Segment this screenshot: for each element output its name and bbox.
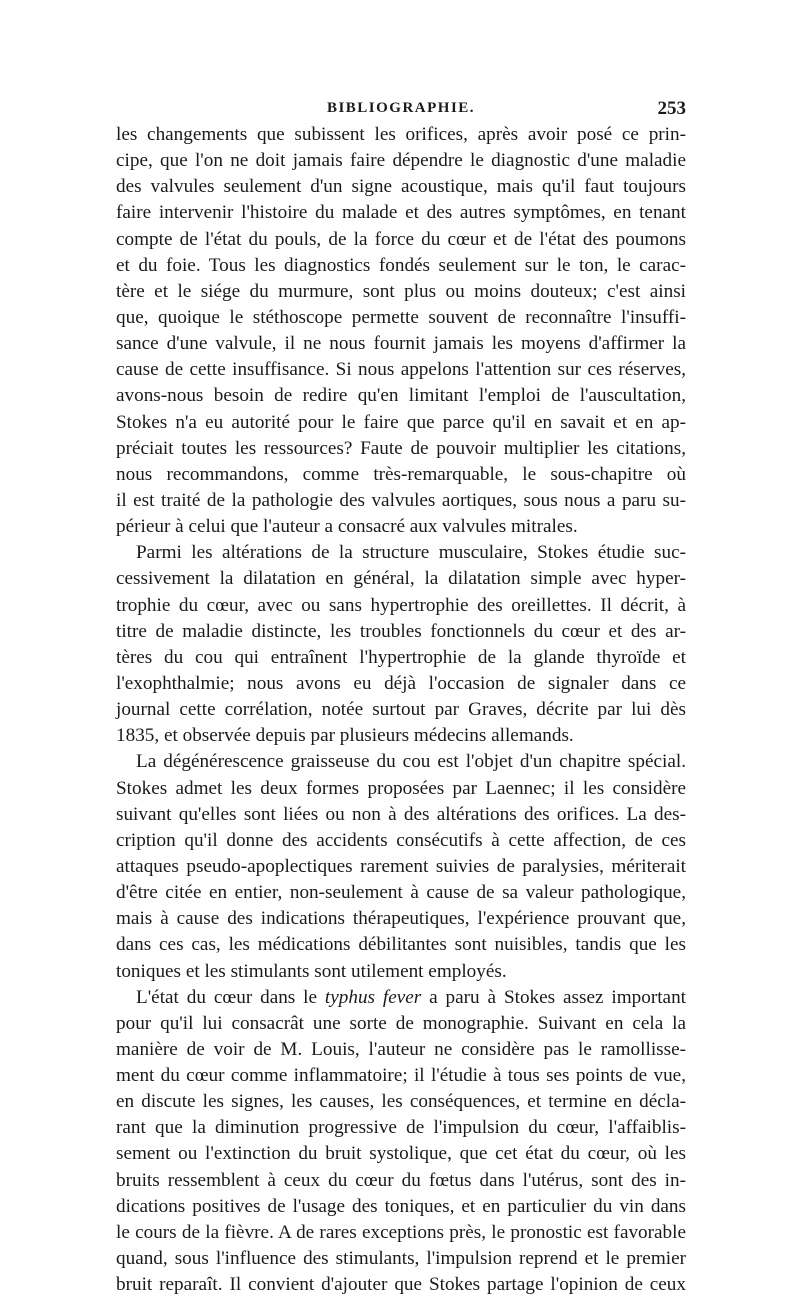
text-line: dications positives de l'usage des toniques, et en particulier du vin dans <box>116 1195 686 1217</box>
text-line: les changements que subissent les orifices, après avoir posé ce prin- <box>116 124 686 145</box>
text-line: toniques et les stimulants sont utilement employés. <box>116 960 507 982</box>
text-line: titre de maladie distincte, les troubles fonctionnels du cœur et des ar- <box>116 620 686 642</box>
text-line: cription qu'il donne des accidents consécutifs à cette affection, de ces <box>116 829 686 851</box>
text-line: des valvules seulement d'un signe acoustique, mais qu'il faut toujours <box>116 176 686 198</box>
page-number: 253 <box>657 98 686 119</box>
text-line: tère et le siége du murmure, sont plus ou moins douteux; c'est ainsi <box>116 280 686 302</box>
text-line: journal cette corrélation, notée surtout par Graves, décrite par lui dès <box>116 699 686 721</box>
text-line: cipe, que l'on ne doit jamais faire dépendre le diagnostic d'une maladie <box>116 150 686 172</box>
text-line: nous recommandons, comme très-remarquable, le sous-chapitre où <box>116 463 686 485</box>
paragraph <box>116 749 686 984</box>
text-line: le cours de la fièvre. A de rares exceptions près, le pronostic est favorable <box>116 1221 686 1243</box>
text-line: et du foie. Tous les diagnostics fondés seulement sur le ton, le carac- <box>116 254 686 276</box>
text-line: faire intervenir l'histoire du malade et des autres symptômes, en tenant <box>116 202 686 224</box>
text-line: 1835, et observée depuis par plusieurs médecins allemands. <box>116 725 574 747</box>
text-line: en discute les signes, les causes, les conséquences, et termine en décla- <box>116 1091 686 1113</box>
text-line: attaques pseudo-apoplectiques rarement suivies de paralysies, mériterait <box>116 855 686 877</box>
text-line: mais à cause des indications thérapeutiques, l'expérience prouvant que, <box>116 908 686 930</box>
running-head <box>116 96 686 120</box>
paragraph <box>116 122 686 540</box>
text-line: tères du cou qui entraînent l'hypertrophie de la glande thyroïde et <box>116 646 686 668</box>
text-line: que, quoique le stéthoscope permette souvent de reconnaître l'insuffi- <box>116 306 686 328</box>
paragraph <box>116 985 686 1298</box>
text-line: Stokes admet les deux formes proposées par Laennec; il les considère <box>116 777 686 799</box>
paragraph <box>116 540 686 749</box>
text-line: quand, sous l'influence des stimulants, l'impulsion reprend et le premier <box>116 1248 686 1270</box>
text-line: La dégénérescence graisseuse du cou est l'objet d'un chapitre spécial. <box>136 751 686 773</box>
text-line: préciait toutes les ressources? Faute de pouvoir multiplier les citations, <box>116 437 686 459</box>
text-line: l'exophthalmie; nous avons eu déjà l'occasion de signaler dans ce <box>116 672 686 694</box>
text-line: dans ces cas, les médications débilitantes sont nuisibles, tandis que les <box>116 934 686 956</box>
text-line: bruit reparaît. Il convient d'ajouter que Stokes partage l'opinion de ceux <box>116 1274 686 1296</box>
text-line: compte de l'état du pouls, de la force du cœur et de l'état des poumons <box>116 228 686 250</box>
text-line: manière de voir de M. Louis, l'auteur ne considère pas le ramollisse- <box>116 1038 686 1060</box>
text-line: d'être citée en entier, non-seulement à cause de sa valeur pathologique, <box>116 882 686 904</box>
text-line: sement ou l'extinction du bruit systolique, que cet état du cœur, où les <box>116 1143 686 1165</box>
text-line: il est traité de la pathologie des valvules aortiques, sous nous a paru su- <box>116 489 686 511</box>
text-line: Stokes n'a eu autorité pour le faire que parce qu'il en savait et en ap- <box>116 411 686 433</box>
book-page <box>116 96 686 1298</box>
text-line: bruits ressemblent à ceux du cœur du fœtus dans l'utérus, sont des in- <box>116 1169 686 1191</box>
text-line: ment du cœur comme inflammatoire; il l'étudie à tous ses points de vue, <box>116 1065 686 1087</box>
body-text <box>116 122 686 1298</box>
text-line: pour qu'il lui consacrât une sorte de monographie. Suivant en cela la <box>116 1012 686 1034</box>
text-line: suivant qu'elles sont liées ou non à des altérations des orifices. La des- <box>116 803 686 825</box>
running-title: BIBLIOGRAPHIE. <box>326 100 476 116</box>
text-line: rant que la diminution progressive de l'impulsion du cœur, l'affaiblis- <box>116 1117 686 1139</box>
text-line: cause de cette insuffisance. Si nous appelons l'attention sur ces réserves, <box>116 359 686 381</box>
text-line: cessivement la dilatation en général, la dilatation simple avec hyper- <box>116 568 686 590</box>
text-line: avons-nous besoin de redire qu'en limitant l'emploi de l'auscultation, <box>116 385 686 407</box>
text-line: périeur à celui que l'auteur a consacré aux valvules mitrales. <box>116 516 578 538</box>
text-line: Parmi les altérations de la structure musculaire, Stokes étudie suc- <box>136 542 686 564</box>
text-line: trophie du cœur, avec ou sans hypertrophie des oreillettes. Il décrit, à <box>116 594 686 616</box>
text-line: L'état du cœur dans le typhus fever a paru à Stokes assez important <box>136 986 686 1008</box>
text-line: sance d'une valvule, il ne nous fournit jamais les moyens d'affirmer la <box>116 333 686 355</box>
